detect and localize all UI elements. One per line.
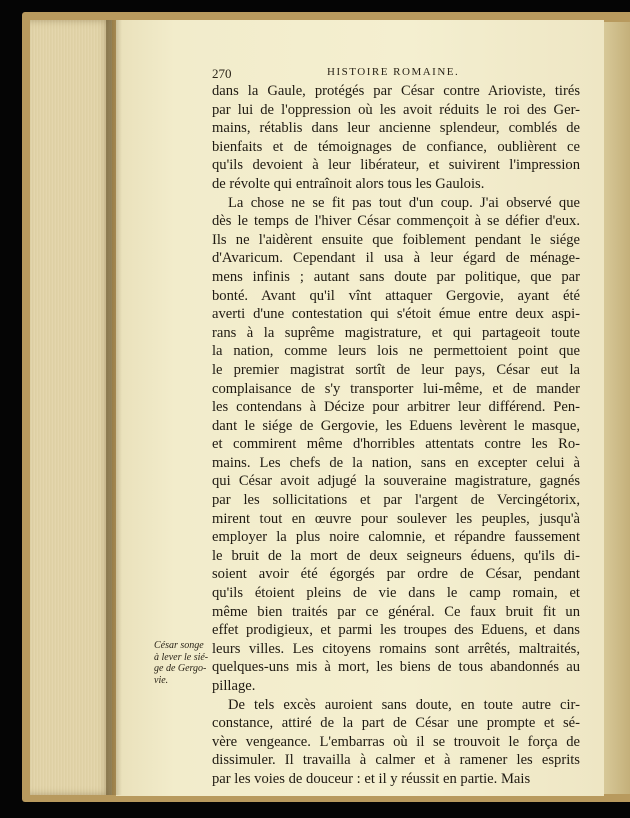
text-line: effet prodigieux, et parmi les troupes des Eduens, et dans — [212, 622, 580, 639]
text-line: complaisance de s'y transporter lui-même, et de mander — [212, 380, 580, 397]
running-head: HISTOIRE ROMAINE. — [327, 66, 460, 78]
text-line: dans la Gaule, protégés par César contre Arioviste, tirés — [212, 83, 580, 99]
text-line: rans à la suprême magistrature, et qui partageoit toute — [212, 324, 580, 341]
text-line: bienfaits et de témoignages de confiance, oublièrent ce — [212, 138, 580, 155]
text-line: par les voies de douceur : et il y réussit en partie. Mais — [212, 770, 531, 787]
text-line: qu'ils étoient pleins de vie dans le camp romain, et — [212, 585, 580, 602]
text-line: pillage. — [212, 678, 256, 694]
text-line: le bruit de la mort de deux seigneurs éduens, qu'ils di- — [212, 547, 580, 564]
page-number: 270 — [212, 66, 232, 81]
text-line: mains. Les chefs de la nation, sans en excepter celui à — [212, 454, 580, 471]
margin-note — [154, 640, 216, 686]
text-line: vère vengeance. L'embarras où il se trouvoit le força de — [212, 733, 580, 750]
text-line: Ils ne l'aidèrent ensuite que foiblement pendant le siége — [212, 231, 580, 248]
text-line: même bien traités par ce général. Ce faux bruit fit un — [212, 603, 580, 620]
text-line: leurs villes. Les citoyens romains sont arrêtés, maltraités, — [212, 640, 580, 657]
text-line: par lui de l'oppression où les avoit réduits le roi des Ger- — [212, 101, 580, 118]
paragraph — [212, 696, 580, 789]
text-line: mirent tout en œuvre pour soulever les peuples, jusqu'à — [212, 510, 580, 527]
text-line: la nation, comme leurs lois ne permettoient point que — [212, 343, 580, 360]
text-line: averti d'une contestation qui s'étoit émue entre deux aspi- — [212, 306, 580, 323]
text-line: dès le temps de l'hiver César commençoit à se défier d'eux. — [212, 213, 580, 230]
page-header — [212, 66, 582, 82]
facing-page-edge — [604, 22, 630, 794]
paragraph — [212, 194, 580, 696]
text-line: La chose ne se fit pas tout d'un coup. J'ai observé que — [228, 194, 580, 211]
paragraph — [212, 82, 580, 194]
margin-note-line: César songe — [154, 640, 204, 651]
text-line: dissimuler. Il travailla à calmer et à ramener les esprits — [212, 752, 580, 769]
text-line: constance, attiré de la part de César une prompte et sé- — [212, 715, 580, 732]
text-line: mens infinis ; autant sans doute par politique, que par — [212, 268, 580, 285]
text-line: employer la plus noire calomnie, et répandre faussement — [212, 529, 580, 546]
text-line: qui César avoit adjugé la souveraine magistrature, gagnés — [212, 473, 580, 490]
text-line: quelques-uns mis à mort, les biens de tous abandonnés au — [212, 659, 580, 676]
text-line: de révolte qui entraînoit alors tous les Gaulois. — [212, 175, 485, 192]
margin-note-line: ge de Gergo- — [154, 663, 207, 674]
body-text — [212, 82, 580, 789]
text-line: le premier magistrat sortît de leur pays, César eut la — [212, 361, 580, 378]
text-line: qu'ils devoient à leur libérateur, et suivirent l'impression — [212, 157, 580, 174]
text-line: par les sollicitations et par l'argent de Vercingétorix, — [212, 492, 580, 509]
text-line: bonté. Avant qu'il vînt attaquer Gergovie, ayant été — [212, 287, 580, 304]
spine-shadow — [106, 20, 122, 795]
margin-note-line: à lever le sié- — [154, 651, 209, 663]
text-line: De tels excès auroient sans doute, en toute autre cir- — [228, 696, 580, 713]
text-line: dant le siége de Gergovie, les Eduens levèrent le masque, — [212, 417, 580, 434]
page-edges — [30, 20, 112, 795]
margin-note-line: vie. — [154, 674, 169, 686]
text-line: et commirent même d'horribles attentats contre les Ro- — [212, 436, 580, 453]
text-line: d'Avaricum. Cependant il usa à leur égard de ménage- — [212, 250, 580, 267]
text-line: soient avoir été égorgés par ordre de César, pendant — [212, 566, 580, 583]
text-line: mains, rétablis dans leur ancienne splendeur, comblés de — [212, 120, 580, 137]
text-line: les contendans à Décize pour arbitrer leur différend. Pen- — [212, 399, 580, 416]
